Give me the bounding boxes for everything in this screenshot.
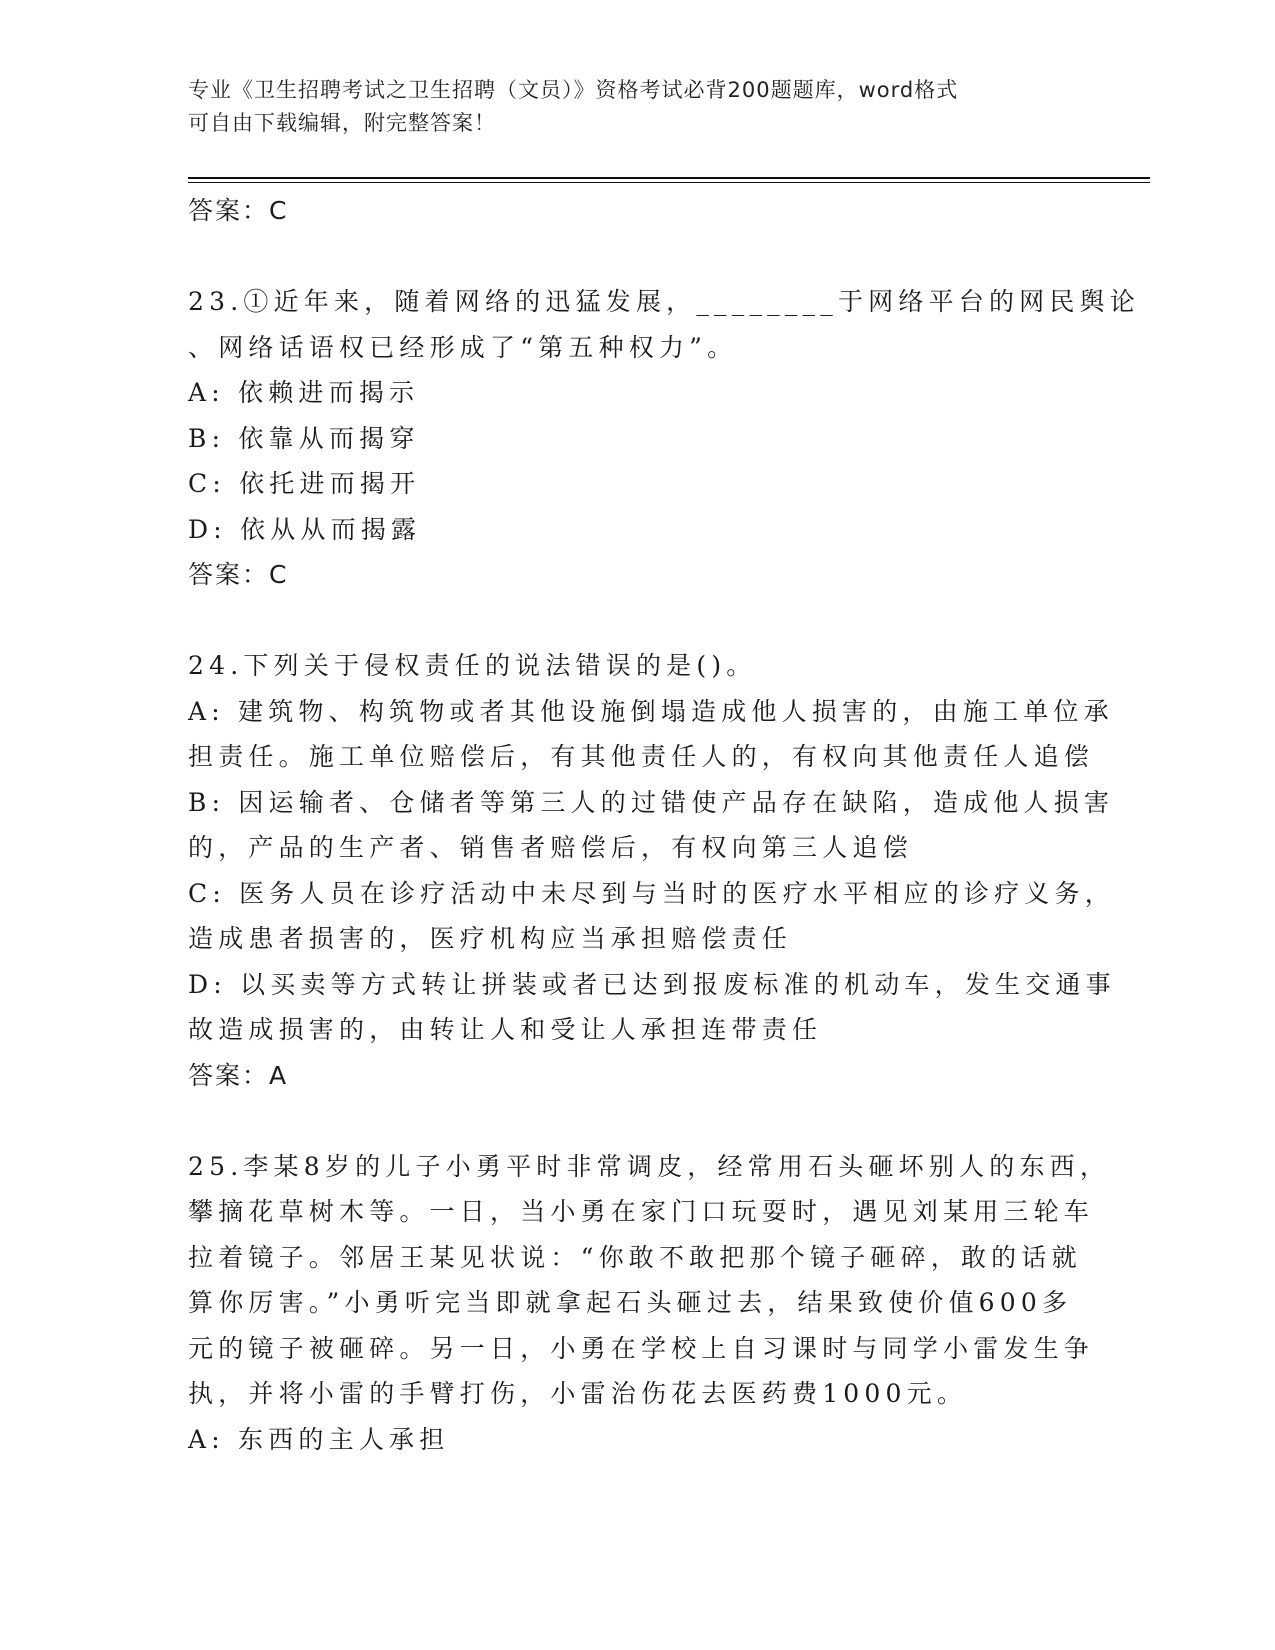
question-stem-line: 25.李某8岁的儿子小勇平时非常调皮，经常用石头砸坏别人的东西， (188, 1151, 1111, 1181)
answer: 答案：C (188, 560, 289, 589)
option-c: C: 医务人员在诊疗活动中未尽到与当时的医疗水平相应的诊疗义务， (188, 878, 1115, 908)
question-stem-line: 元的镜子被砸碎。另一日，小勇在学校上自习课时与同学小雷发生争 (188, 1333, 1095, 1363)
question-stem-line: 24.下列关于侵权责任的说法错误的是()。 (188, 651, 757, 680)
question-stem-line: 拉着镜子。邻居王某见状说：“你敢不敢把那个镜子砸碎，敢的话就 (188, 1242, 1082, 1272)
option-b-continued: 的，产品的生产者、销售者赔偿后，有权向第三人追偿 (188, 833, 913, 862)
option-a: A: 建筑物、构筑物或者其他设施倒塌造成他人损害的，由施工单位承 (188, 696, 1114, 726)
option-a-continued: 担责任。施工单位赔偿后，有其他责任人的，有权向其他责任人追偿 (188, 742, 1095, 771)
spacer (188, 234, 1078, 280)
option-c-continued: 造成患者损害的，医疗机构应当承担赔偿责任 (188, 924, 793, 953)
spacer (188, 598, 1078, 644)
question-stem-line: 算你厉害。”小勇听完当即就拿起石头砸过去，结果致使价值600多 (188, 1288, 1073, 1317)
option-a: A: 东西的主人承担 (188, 1424, 450, 1454)
option-d: D: 依从从而揭露 (188, 514, 422, 544)
header-rule-thick (188, 177, 1150, 179)
option-c: C: 依托进而揭开 (188, 469, 421, 498)
option-a: A: 依赖进而揭示 (188, 378, 420, 407)
question-stem-line: 执，并将小雷的手臂打伤，小雷治伤花去医药费1000元。 (188, 1379, 968, 1408)
question-stem-line: 23.①近年来，随着网络的迅猛发展，________于网络平台的网民舆论 (188, 287, 1140, 316)
header-rule-thin (188, 182, 1150, 183)
question-24 (188, 643, 1116, 1098)
question-25 (188, 1144, 1111, 1463)
option-b: B: 依靠从而揭穿 (188, 423, 420, 453)
header-line-1: 专业《卫生招聘考试之卫生招聘（文员）》资格考试必背200题题库，word格式 (188, 78, 959, 102)
header-line-2: 可自由下载编辑，附完整答案！ (188, 111, 496, 135)
option-d-continued: 故造成损害的，由转让人和受让人承担连带责任 (188, 1015, 823, 1044)
question-stem-line: 攀摘花草树木等。一日，当小勇在家门口玩耍时，遇见刘某用三轮车 (188, 1197, 1095, 1226)
question-stem-line: 、网络话语权已经形成了“第五种权力”。 (188, 332, 738, 362)
spacer (188, 1098, 1078, 1144)
option-b: B: 因运输者、仓储者等第三人的过错使产品存在缺陷，造成他人损害 (188, 787, 1115, 817)
document-header (188, 74, 1058, 140)
answer: 答案：A (188, 1060, 289, 1090)
option-d: D: 以买卖等方式转让拼装或者已达到报废标准的机动车，发生交通事 (188, 969, 1116, 999)
question-23 (188, 279, 1140, 598)
document-content (188, 188, 1140, 1462)
previous-answer: 答案：C (188, 196, 289, 225)
